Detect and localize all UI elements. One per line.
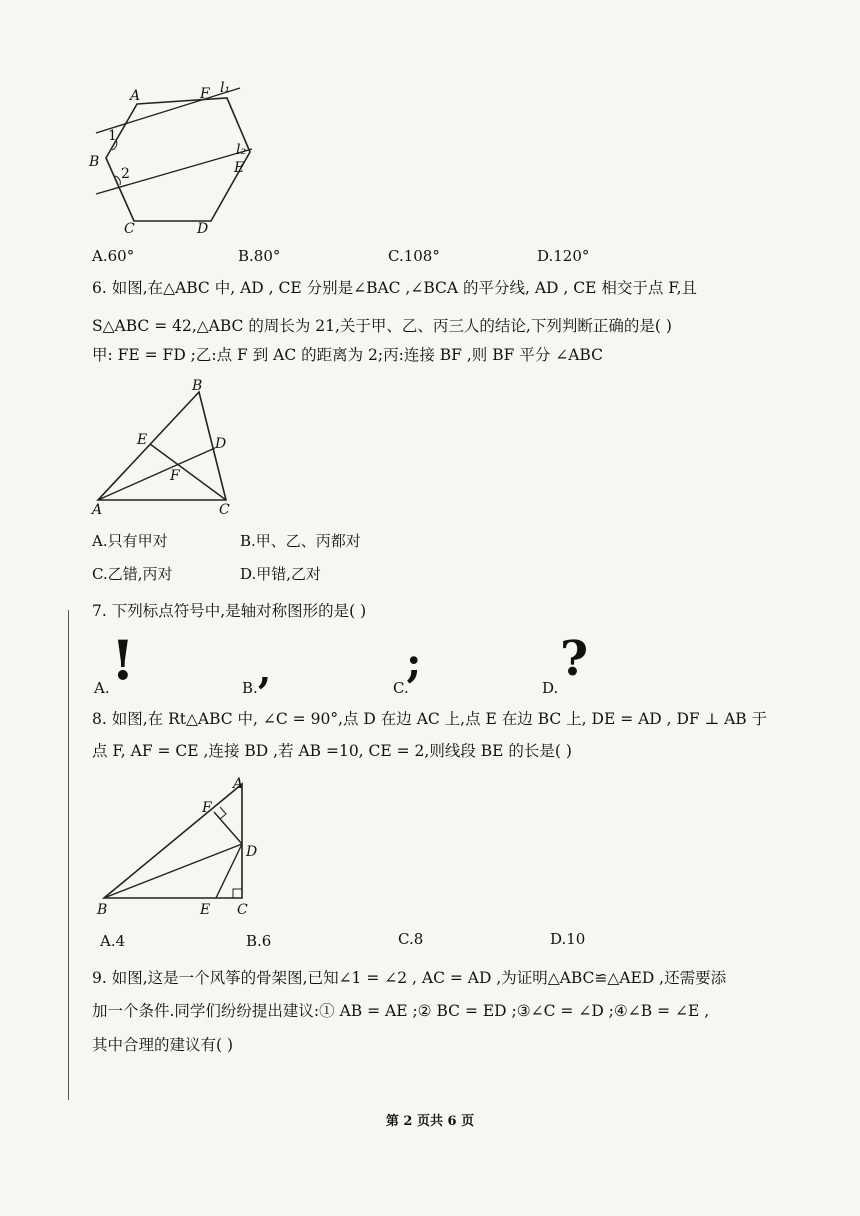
q5-label-2: 2 bbox=[121, 166, 130, 182]
q8-option-a: A.4 bbox=[100, 932, 126, 950]
q7-stem: 7. 下列标点符号中,是轴对称图形的是( ) bbox=[92, 602, 367, 620]
q7-option-d-label: D. bbox=[542, 679, 559, 697]
semicolon-symbol: ; bbox=[406, 638, 422, 687]
q6-option-b: B.甲、乙、丙都对 bbox=[240, 532, 361, 550]
q7-option-c-label: C. bbox=[393, 679, 409, 697]
q8-label-C: C bbox=[237, 902, 248, 918]
q8-right-triangle-figure bbox=[92, 776, 262, 921]
q9-stem-line-3: 其中合理的建议有( ) bbox=[92, 1036, 234, 1054]
q8-label-A: A bbox=[233, 776, 244, 792]
q6-label-B: B bbox=[192, 378, 203, 394]
q8-option-b: B.6 bbox=[246, 932, 272, 950]
q8-stem-line-2: 点 F, AF = CE ,连接 BD ,若 AB =10, CE = 2,则线段 BE 的长是( ) bbox=[92, 742, 572, 760]
q8-stem-line-1: 8. 如图,在 Rt△ABC 中, ∠C = 90°,点 D 在边 AC 上,点 E 在边 BC 上, DE = AD , DF ⊥ AB 于 bbox=[92, 710, 768, 728]
q6-label-F: F bbox=[170, 468, 180, 484]
q5-label-A: A bbox=[130, 88, 141, 104]
exclamation-mark-symbol: ! bbox=[111, 628, 135, 692]
q5-label-C: C bbox=[124, 221, 135, 237]
q6-stem-line-1: 6. 如图,在△ABC 中, AD , CE 分别是∠BAC ,∠BCA 的平分线, AD , CE 相交于点 F,且 bbox=[92, 279, 698, 297]
comma-symbol: , bbox=[258, 647, 272, 692]
q8-option-d: D.10 bbox=[550, 930, 586, 948]
q7-option-b-label: B. bbox=[242, 679, 258, 697]
q5-option-c: C.108° bbox=[388, 247, 440, 265]
q6-label-A: A bbox=[92, 502, 103, 516]
q7-option-a-label: A. bbox=[94, 679, 110, 697]
q9-stem-line-1: 9. 如图,这是一个风筝的骨架图,已知∠1 = ∠2 , AC = AD ,为证明△ABC≌△AED ,还需要添 bbox=[92, 969, 727, 987]
q8-label-B: B bbox=[97, 902, 108, 918]
q8-label-E: E bbox=[200, 902, 211, 918]
q6-label-E: E bbox=[137, 432, 148, 448]
q6-option-c: C.乙错,丙对 bbox=[92, 565, 173, 583]
q5-label-F: F bbox=[200, 86, 210, 102]
q5-option-d: D.120° bbox=[537, 247, 590, 265]
q6-label-C: C bbox=[219, 502, 230, 516]
q5-label-D: D bbox=[197, 221, 209, 237]
q5-label-B: B bbox=[89, 154, 100, 170]
q5-option-a: A.60° bbox=[92, 247, 135, 265]
q5-option-b: B.80° bbox=[238, 247, 281, 265]
q6-option-d: D.甲错,乙对 bbox=[240, 565, 322, 583]
q9-stem-line-2: 加一个条件.同学们纷纷提出建议:① AB = AE ;② BC = ED ;③∠C = ∠D ;④∠B = ∠E , bbox=[92, 1002, 710, 1020]
q6-stem-line-2: S△ABC = 42,△ABC 的周长为 21,关于甲、乙、丙三人的结论,下列判断正确的是( ) bbox=[92, 317, 672, 335]
q5-label-l2: l₂ bbox=[236, 142, 247, 158]
question-mark-symbol: ? bbox=[560, 631, 589, 687]
page-footer: 第 2 页共 6 页 bbox=[385, 1114, 475, 1129]
q6-stem-line-3: 甲: FE = FD ;乙:点 F 到 AC 的距离为 2;丙:连接 BF ,则 BF 平分 ∠ABC bbox=[92, 346, 603, 364]
q5-label-1: 1 bbox=[108, 128, 117, 144]
q5-label-E: E bbox=[234, 160, 245, 176]
q8-label-D: D bbox=[246, 844, 258, 860]
q5-hexagon-figure bbox=[80, 78, 270, 238]
q5-label-l1: l₁ bbox=[220, 80, 231, 96]
q8-label-F: F bbox=[202, 800, 212, 816]
q6-option-a: A.只有甲对 bbox=[92, 532, 168, 550]
binding-margin-line bbox=[68, 610, 69, 1100]
q6-label-D: D bbox=[215, 436, 227, 452]
q8-option-c: C.8 bbox=[398, 930, 424, 948]
q6-triangle-figure bbox=[86, 376, 246, 516]
